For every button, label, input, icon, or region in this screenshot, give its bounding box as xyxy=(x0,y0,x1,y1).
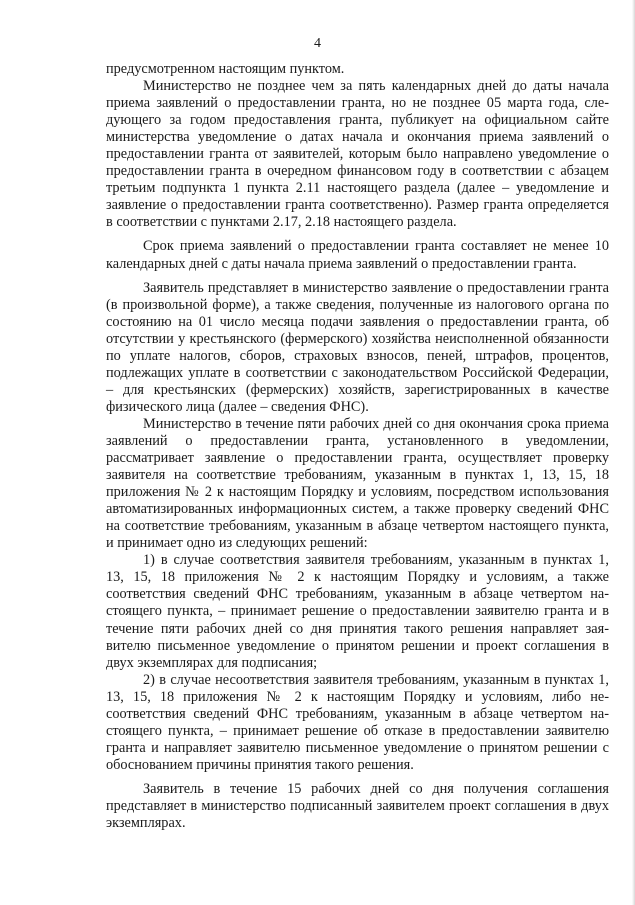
paragraph-decision-grant: 1) в случае соответствия заявителя требованиям, указанным в пунктах 1, 13, 15, 18 приложения № 2 к настоящим Порядку и условиям, а также соответствия сведений ФНС требованиям, указанным в абзаце четвертом настоящего пункта, – принимает решение о предоставлении заявителю гранта и в течение пяти рабочих дней со дня принятия такого решения направляет заявителю письменное уведомление о принятом решении и проект соглашения в двух экземплярах для подписания; xyxy=(106,552,609,671)
paragraph-agreement-return: Заявитель в течение 15 рабочих дней со дня получения соглашения представляет в министерство подписанный заявителем проект соглашения в двух экземплярах. xyxy=(106,780,609,832)
paragraph-application-period: Срок приема заявлений о предоставлении гранта составляет не менее 10 календарных дней с даты начала приема заявлений о предоставлении гранта. xyxy=(106,238,609,272)
paragraph-ministry-notice: Министерство не позднее чем за пять календарных дней до даты начала приема заявлений о предоставлении гранта, но не позднее 05 марта года, следующего за годом предоставления гранта, публикует на официальном сайте министерства уведомление о датах начала и окончания приема заявлений о предоставлении гранта от заявителей, которым было направлено уведомление о предоставлении гранта в очередном финансовом году в соответствии с абзацем третьим подпункта 1 пункта 2.11 настоящего раздела (далее – уведомление и заявление о предоставлении гранта соответственно). Размер гранта определяется в соответствии с пунктами 2.17, 2.18 настоящего раздела. xyxy=(106,78,609,231)
paragraph-decision-refusal: 2) в случае несоответствия заявителя требованиям, указанным в пунктах 1, 13, 15, 18 приложения № 2 к настоящим Порядку и условиям, либо несоответствия сведений ФНС требованиям, указанным в абзаце четвертом настоящего пункта, – принимает решение об отказе в предоставлении заявителю гранта и направляет заявителю письменное уведомление о принятом решении с обоснованием причины принятия такого решения. xyxy=(106,671,609,773)
page-number: 4 xyxy=(314,36,321,51)
paragraph-continuation: предусмотренном настоящим пунктом. xyxy=(106,61,345,77)
document-body xyxy=(106,61,609,832)
paragraph-applicant-submission: Заявитель представляет в министерство заявление о предоставлении гранта (в произвольной форме), а также сведения, полученные из налогового органа по состоянию на 01 число месяца подачи заявления о предоставлении гранта, об отсутствии у крестьянского (фермерского) хозяйства неисполненной обязанности по уплате налогов, сборов, страховых взносов, пеней, штрафов, процентов, подлежащих уплате в соответствии с законодательством Российской Федерации, – для крестьянских (фермерских) хозяйств, зарегистрированных в качестве физического лица (далее – сведения ФНС). xyxy=(106,279,609,415)
paragraph-ministry-review: Министерство в течение пяти рабочих дней со дня окончания срока приема заявлений о предоставлении гранта, установленного в уведомлении, рассматривает заявление о предоставлении гранта, осуществляет проверку заявителя на соответствие требованиям, указанным в пунктах 1, 13, 15, 18 приложения № 2 к настоящим Порядку и условиям, посредством использования автоматизированных информационных систем, а также проверку сведений ФНС на соответствие требованиям, указанным в абзаце четвертом настоящего пункта, и принимает одно из следующих решений: xyxy=(106,415,609,552)
